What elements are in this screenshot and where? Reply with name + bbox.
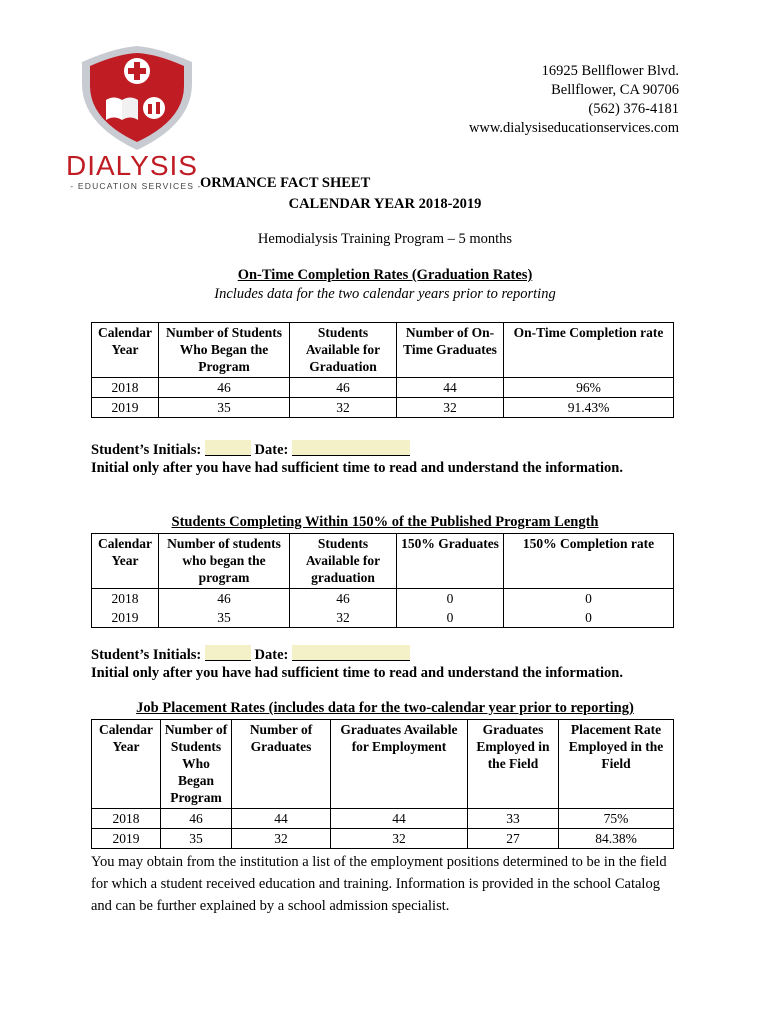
completion-150-table [91, 533, 674, 628]
table-cell: 32 [290, 608, 397, 628]
table-cell: 2018 [92, 378, 159, 398]
table-cell: 32 [232, 829, 331, 849]
school-logo [62, 44, 212, 194]
table-header-cell: Calendar Year [92, 323, 159, 378]
table-row [92, 378, 674, 398]
date-label: Date: [254, 647, 289, 663]
table-cell: 35 [159, 398, 290, 418]
address-city: Bellflower, CA 90706 [551, 82, 679, 98]
table-header-row [92, 534, 674, 589]
initials-field[interactable] [205, 645, 251, 661]
table-cell: 32 [331, 829, 468, 849]
table-header-cell: Number of students who began the program [159, 534, 290, 589]
table-cell: 46 [159, 589, 290, 609]
table-header-cell: Students Available for Graduation [290, 323, 397, 378]
table-header-cell: Number of Graduates [232, 720, 331, 809]
table-header-cell: Number of Students Who Began Program [161, 720, 232, 809]
table-cell: 2018 [92, 809, 161, 829]
section1-title: On-Time Completion Rates (Graduation Rates) [237, 267, 533, 283]
table-row [92, 398, 674, 418]
job-placement-table [91, 719, 674, 849]
date-label: Date: [254, 442, 289, 458]
shield-logo-icon [62, 44, 212, 154]
table-cell: 46 [159, 378, 290, 398]
table-cell: 0 [504, 589, 674, 609]
table-cell: 32 [397, 398, 504, 418]
table-cell: 2019 [92, 608, 159, 628]
initials-instruction: Initial only after you have had sufficient time to read and understand the information. [91, 665, 623, 681]
initials-label: Student’s Initials: [91, 442, 202, 458]
table-cell: 35 [161, 829, 232, 849]
table-header-cell: Calendar Year [92, 720, 161, 809]
address-street: 16925 Bellflower Blvd. [541, 63, 679, 79]
table-cell: 44 [397, 378, 504, 398]
table-header-cell: 150% Graduates [397, 534, 504, 589]
address-website: www.dialysiseducationservices.com [468, 120, 679, 136]
table-header-cell: Number of Students Who Began the Program [159, 323, 290, 378]
table-header-cell: Calendar Year [92, 534, 159, 589]
school-address [469, 62, 679, 138]
table-header-row [92, 323, 674, 378]
page-title: ORMANCE FACT SHEET [200, 175, 371, 191]
logo-tagline: - EDUCATION SERVICES - [70, 181, 202, 191]
table-cell: 33 [468, 809, 559, 829]
table-row [92, 829, 674, 849]
initials-instruction: Initial only after you have had sufficient time to read and understand the information. [91, 460, 623, 476]
table-cell: 0 [397, 589, 504, 609]
table-cell: 0 [504, 608, 674, 628]
date-field[interactable] [292, 645, 410, 661]
table-header-row [92, 720, 674, 809]
ontime-completion-table [91, 322, 674, 418]
logo-wordmark: DIALYSIS [66, 150, 198, 181]
table-header-cell: Graduates Available for Employment [331, 720, 468, 809]
table-cell: 2019 [92, 829, 161, 849]
table-cell: 84.38% [559, 829, 674, 849]
table-cell: 96% [504, 378, 674, 398]
table-cell: 75% [559, 809, 674, 829]
table-header-cell: Graduates Employed in the Field [468, 720, 559, 809]
section3-title: Job Placement Rates (includes data for the two-calendar year prior to reporting) [136, 700, 634, 716]
table-row [92, 809, 674, 829]
table-header-cell: Placement Rate Employed in the Field [559, 720, 674, 809]
program-name: Hemodialysis Training Program – 5 months [257, 231, 513, 247]
section2-title: Students Completing Within 150% of the Published Program Length [171, 514, 599, 530]
page-subtitle: CALENDAR YEAR 2018-2019 [288, 196, 482, 212]
section1-note: Includes data for the two calendar years prior to reporting [214, 286, 556, 302]
table-header-cell: 150% Completion rate [504, 534, 674, 589]
table-cell: 27 [468, 829, 559, 849]
table-cell: 44 [232, 809, 331, 829]
table-cell: 46 [161, 809, 232, 829]
table-header-cell: On-Time Completion rate [504, 323, 674, 378]
table-cell: 91.43% [504, 398, 674, 418]
table-cell: 2019 [92, 398, 159, 418]
address-phone: (562) 376-4181 [588, 101, 679, 117]
table-header-cell: Number of On-Time Graduates [397, 323, 504, 378]
table-cell: 44 [331, 809, 468, 829]
table-cell: 35 [159, 608, 290, 628]
table-row [92, 589, 674, 609]
initials-block-1 [91, 440, 623, 477]
table-cell: 2018 [92, 589, 159, 609]
table-cell: 32 [290, 398, 397, 418]
table-cell: 46 [290, 378, 397, 398]
table-row [92, 608, 674, 628]
employment-info-paragraph: You may obtain from the institution a list of the employment positions determined to be in the field for which a student received education and training. Information is provided in the school Catalog and can be further explained by a school admission specialist. [91, 854, 667, 914]
table-cell: 0 [397, 608, 504, 628]
initials-label: Student’s Initials: [91, 647, 202, 663]
initials-field[interactable] [205, 440, 251, 456]
date-field[interactable] [292, 440, 410, 456]
table-cell: 46 [290, 589, 397, 609]
table-header-cell: Students Available for graduation [290, 534, 397, 589]
initials-block-2 [91, 645, 623, 682]
